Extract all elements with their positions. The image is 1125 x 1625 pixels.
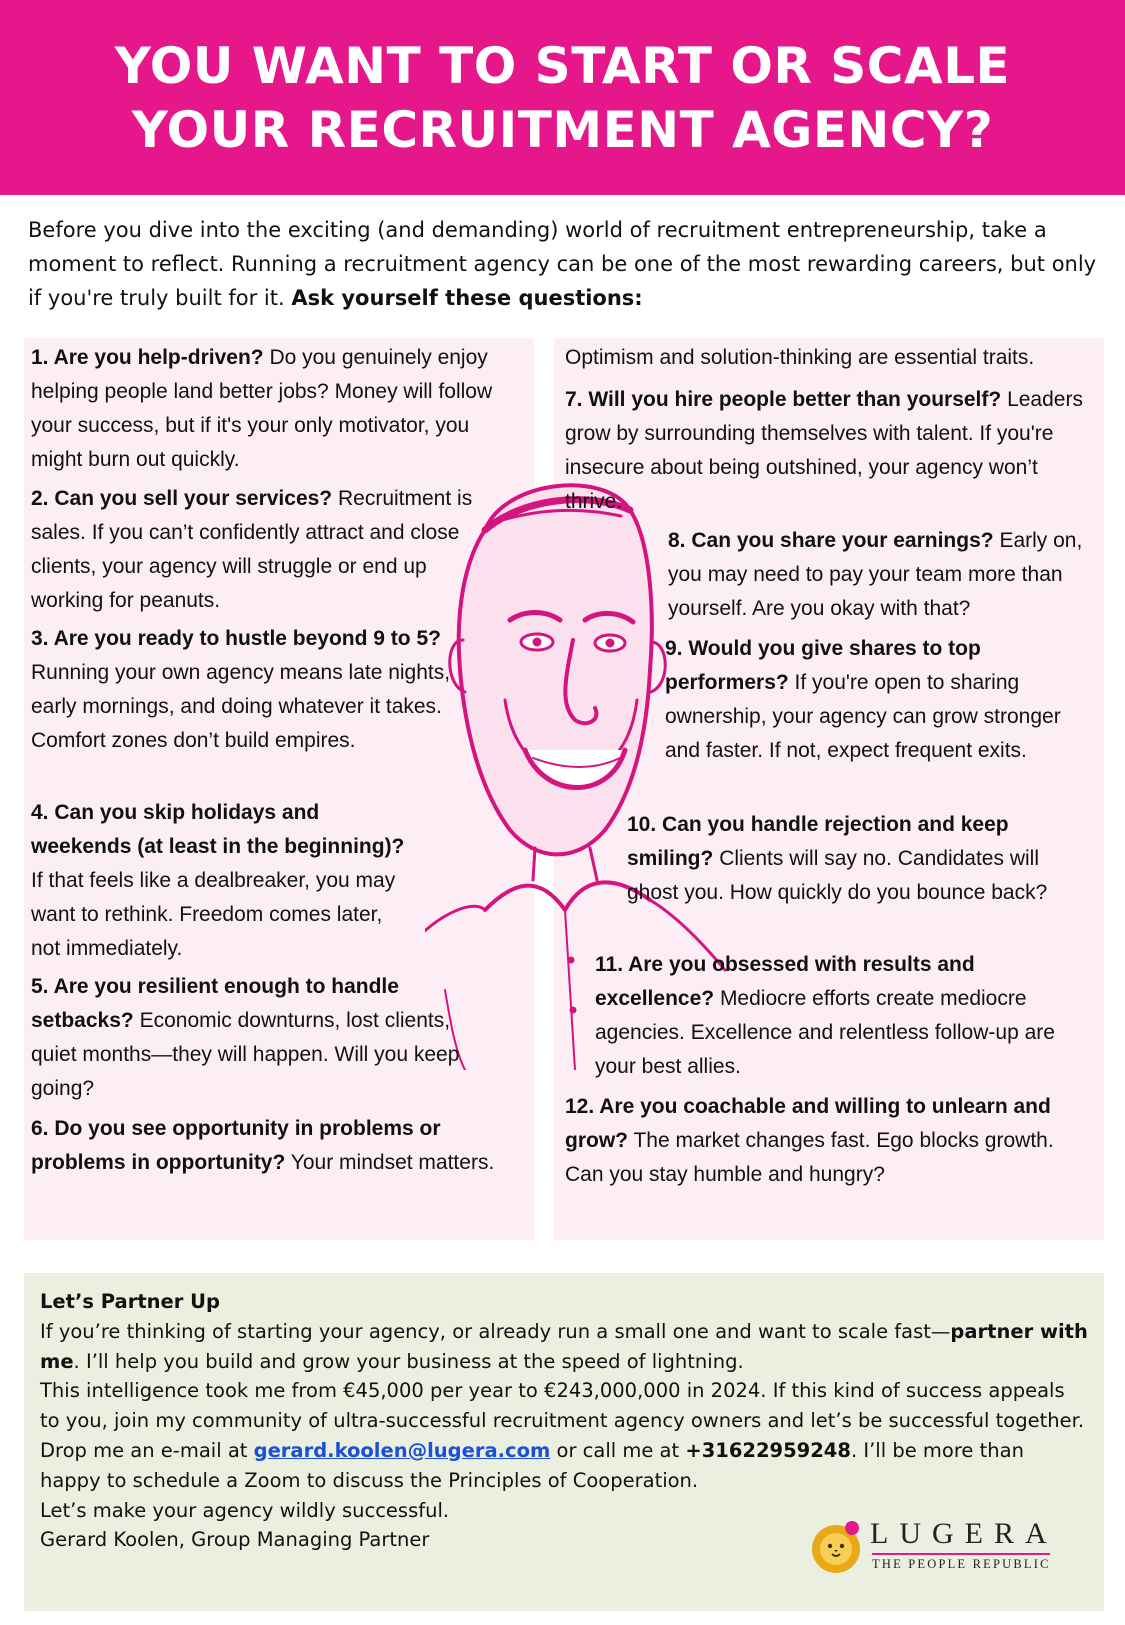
intro-text: Before you dive into the exciting (and demanding) world of recruitment entrepreneurship, take a moment to reflect. Running a recruitment agency can be one of the most rewarding careers, but only if you're truly built for it. <box>28 218 1097 310</box>
question-body: If that feels like a dealbreaker, you may want to rethink. Freedom comes later, not immediately. <box>31 869 396 960</box>
question-5 <box>31 970 501 1106</box>
intro-paragraph <box>28 213 1108 315</box>
partner-p3-mid: or call me at <box>550 1438 686 1462</box>
phone-number: +31622959248 <box>685 1438 851 1462</box>
question-body: Leaders grow by surrounding themselves with talent. If you're insecure about being outshined, your agency won’t thrive. <box>565 388 1083 513</box>
question-title: 6. Do you see opportunity in problems or problems in opportunity? <box>31 1117 441 1174</box>
question-body: Do you genuinely enjoy helping people land better jobs? Money will follow your success, but if it's your only motivator, you might burn out quickly. <box>31 346 493 471</box>
logo-wordmark: LUGERA <box>870 1517 1058 1550</box>
question-body: The market changes fast. Ego blocks growth. Can you stay humble and hungry? <box>565 1129 1054 1186</box>
partner-paragraph-4: Let’s make your agency wildly successful. <box>40 1498 450 1522</box>
partner-p1-rest: . I’ll help you build and grow your business at the speed of lightning. <box>73 1349 744 1373</box>
question-10 <box>627 808 1087 910</box>
question-7 <box>565 383 1085 519</box>
partner-p1-bold: partner with me <box>40 1319 1088 1373</box>
headline-line-1: YOU WANT TO START OR SCALE <box>114 36 1011 95</box>
logo-tagline: THE PEOPLE REPUBLIC <box>872 1557 1051 1571</box>
partner-paragraph-3 <box>40 1436 1090 1496</box>
question-title: 2. Can you sell your services? <box>31 487 333 510</box>
lion-icon <box>808 1519 864 1575</box>
headline-line-2: YOUR RECRUITMENT AGENCY? <box>131 100 994 159</box>
signature: Gerard Koolen, Group Managing Partner <box>40 1528 430 1552</box>
question-body: Recruitment is sales. If you can’t confidently attract and close clients, your agency will struggle or end up working for peanuts. <box>31 487 473 612</box>
question-9 <box>665 632 1095 768</box>
email-link[interactable]: gerard.koolen@lugera.com <box>253 1438 551 1462</box>
question-body: Clients will say no. Candidates will ghost you. How quickly do you bounce back? <box>627 847 1048 904</box>
question-title: 5. Are you resilient enough to handle setbacks? <box>31 975 399 1032</box>
header-banner <box>0 0 1125 195</box>
question-body: Running your own agency means late nights, early mornings, and doing whatever it takes. Comfort zones don’t build empires. <box>31 661 451 752</box>
partner-p3-rest: . I’ll be more than happy to schedule a Zoom to discuss the Principles of Cooperation. <box>40 1438 1024 1492</box>
question-body: Early on, you may need to pay your team more than yourself. Are you okay with that? <box>668 529 1083 620</box>
question-6-continuation: Optimism and solution-thinking are essential traits. <box>565 346 1035 369</box>
partner-p1-text: If you’re thinking of starting your agency, or already run a small one and want to scale fast— <box>40 1319 951 1343</box>
question-title: 3. Are you ready to hustle beyond 9 to 5? <box>31 627 441 650</box>
question-6 <box>31 1112 521 1180</box>
question-title: 1. Are you help-driven? <box>31 346 264 369</box>
question-title: 9. Would you give shares to top performers? <box>665 637 981 694</box>
question-body: Economic downturns, lost clients, quiet months—they will happen. Will you keep going? <box>31 1009 460 1100</box>
question-body: Mediocre efforts create mediocre agencies. Excellence and relentless follow-up are your best allies. <box>595 987 1055 1078</box>
question-title: 11. Are you obsessed with results and excellence? <box>595 953 975 1010</box>
question-3 <box>31 622 451 758</box>
partner-heading <box>40 1287 1090 1317</box>
question-body: If you're open to sharing ownership, your agency can grow stronger and faster. If not, expect frequent exits. <box>665 671 1061 762</box>
logo-underline <box>872 1553 1050 1555</box>
question-title: 4. Can you skip holidays and weekends (at least in the beginning)? <box>31 801 405 858</box>
partner-p3-text: Drop me an e-mail at <box>40 1438 254 1462</box>
question-title: 8. Can you share your earnings? <box>668 529 994 552</box>
question-body: Your mindset matters. <box>290 1151 495 1174</box>
question-title: 12. Are you coachable and willing to unlearn and grow? <box>565 1095 1051 1152</box>
question-title: 7. Will you hire people better than yourself? <box>565 388 1002 411</box>
partner-paragraph-2: This intelligence took me from €45,000 per year to €243,000,000 in 2024. If this kind of success appeals to you, join my community of ultra-successful recruitment agency owners and let’s be successful together. <box>40 1379 1085 1433</box>
partner-paragraph-1 <box>40 1317 1090 1377</box>
intro-emphasis: Ask yourself these questions: <box>291 286 643 310</box>
question-12 <box>565 1090 1085 1192</box>
question-4 <box>31 796 411 966</box>
question-1 <box>31 341 511 477</box>
question-2 <box>31 482 481 618</box>
partner-heading-text: Let’s Partner Up <box>40 1290 220 1313</box>
lugera-logo <box>808 1515 1068 1595</box>
question-title: 10. Can you handle rejection and keep smiling? <box>627 813 1009 870</box>
question-11 <box>595 948 1095 1084</box>
question-8 <box>668 524 1098 626</box>
